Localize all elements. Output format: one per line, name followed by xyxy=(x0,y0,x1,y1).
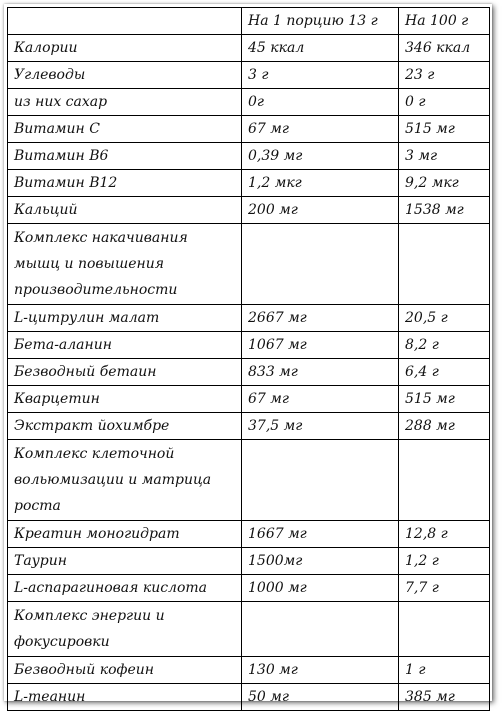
per-100g-value: 0 г xyxy=(399,89,490,116)
nutrient-name: Безводный бетаин xyxy=(8,359,242,386)
table-header-row xyxy=(8,8,490,35)
per-serving-value xyxy=(242,224,399,305)
table-row xyxy=(8,35,490,62)
nutrient-name: Экстракт йохимбре xyxy=(8,413,242,440)
per-serving-value: 3 г xyxy=(242,62,399,89)
section-title: Комплекс энергии и фокусировки xyxy=(8,602,242,657)
per-100g-value: 515 мг xyxy=(399,386,490,413)
table-row xyxy=(8,413,490,440)
per-serving-value: 1667 мг xyxy=(242,521,399,548)
per-100g-value: 515 мг xyxy=(399,116,490,143)
nutrient-name: Бета-аланин xyxy=(8,332,242,359)
per-serving-value xyxy=(242,602,399,657)
table-row xyxy=(8,89,490,116)
per-serving-value: 50 мг xyxy=(242,684,399,711)
per-serving-value: 37,5 мг xyxy=(242,413,399,440)
nutrient-name: L-теанин xyxy=(8,684,242,711)
per-serving-value: 1000 мг xyxy=(242,575,399,602)
per-100g-value: 7,7 г xyxy=(399,575,490,602)
per-serving-value: 67 мг xyxy=(242,386,399,413)
table-row xyxy=(8,575,490,602)
section-title: Комплекс накачивания мышц и повышения производительности xyxy=(8,224,242,305)
section-header-row xyxy=(8,440,490,521)
nutrient-name: Креатин моногидрат xyxy=(8,521,242,548)
per-100g-value: 12,8 г xyxy=(399,521,490,548)
nutrient-name: Витамин В12 xyxy=(8,170,242,197)
nutrient-name: L-цитрулин малат xyxy=(8,305,242,332)
per-100g-value: 20,5 г xyxy=(399,305,490,332)
section-title: Комплекс клеточной вольюмизации и матрица роста xyxy=(8,440,242,521)
nutrient-name: Витамин В6 xyxy=(8,143,242,170)
nutrient-name: Углеводы xyxy=(8,62,242,89)
nutrient-name: Таурин xyxy=(8,548,242,575)
table-row xyxy=(8,521,490,548)
per-100g-value: 385 мг xyxy=(399,684,490,711)
nutrient-name: Калории xyxy=(8,35,242,62)
per-100g-value xyxy=(399,224,490,305)
per-serving-value: 0г xyxy=(242,89,399,116)
table-row xyxy=(8,386,490,413)
per-100g-value xyxy=(399,602,490,657)
per-serving-value: 67 мг xyxy=(242,116,399,143)
section-header-row xyxy=(8,602,490,657)
per-serving-value xyxy=(242,440,399,521)
nutrient-name: Кварцетин xyxy=(8,386,242,413)
per-100g-value: 1538 мг xyxy=(399,197,490,224)
nutrient-name: Витамин С xyxy=(8,116,242,143)
per-100g-value: 1 г xyxy=(399,657,490,684)
nutrient-name: Кальций xyxy=(8,197,242,224)
table-row xyxy=(8,305,490,332)
per-100g-value: 8,2 г xyxy=(399,332,490,359)
per-100g-value: 288 мг xyxy=(399,413,490,440)
per-serving-value: 1500мг xyxy=(242,548,399,575)
nutrient-name: L-аспарагиновая кислота xyxy=(8,575,242,602)
per-serving-value: 833 мг xyxy=(242,359,399,386)
per-serving-value: 1067 мг xyxy=(242,332,399,359)
header-per-serving-cell: На 1 порцию 13 г xyxy=(242,8,399,35)
nutrition-table-frame xyxy=(4,4,492,705)
header-name-cell xyxy=(8,8,242,35)
nutrition-table xyxy=(7,7,490,711)
table-row xyxy=(8,332,490,359)
header-per-100g-cell: На 100 г xyxy=(399,8,490,35)
per-100g-value: 1,2 г xyxy=(399,548,490,575)
per-100g-value: 9,2 мкг xyxy=(399,170,490,197)
section-header-row xyxy=(8,224,490,305)
table-row xyxy=(8,116,490,143)
table-row xyxy=(8,548,490,575)
table-row xyxy=(8,170,490,197)
table-row xyxy=(8,62,490,89)
per-serving-value: 2667 мг xyxy=(242,305,399,332)
table-row xyxy=(8,684,490,711)
table-row xyxy=(8,197,490,224)
per-serving-value: 130 мг xyxy=(242,657,399,684)
per-serving-value: 45 ккал xyxy=(242,35,399,62)
per-100g-value: 23 г xyxy=(399,62,490,89)
nutrient-name: из них сахар xyxy=(8,89,242,116)
nutrient-name: Безводный кофеин xyxy=(8,657,242,684)
per-serving-value: 0,39 мг xyxy=(242,143,399,170)
per-serving-value: 1,2 мкг xyxy=(242,170,399,197)
table-row xyxy=(8,657,490,684)
per-100g-value: 3 мг xyxy=(399,143,490,170)
table-row xyxy=(8,143,490,170)
per-serving-value: 200 мг xyxy=(242,197,399,224)
per-100g-value xyxy=(399,440,490,521)
table-row xyxy=(8,359,490,386)
per-100g-value: 6,4 г xyxy=(399,359,490,386)
per-100g-value: 346 ккал xyxy=(399,35,490,62)
